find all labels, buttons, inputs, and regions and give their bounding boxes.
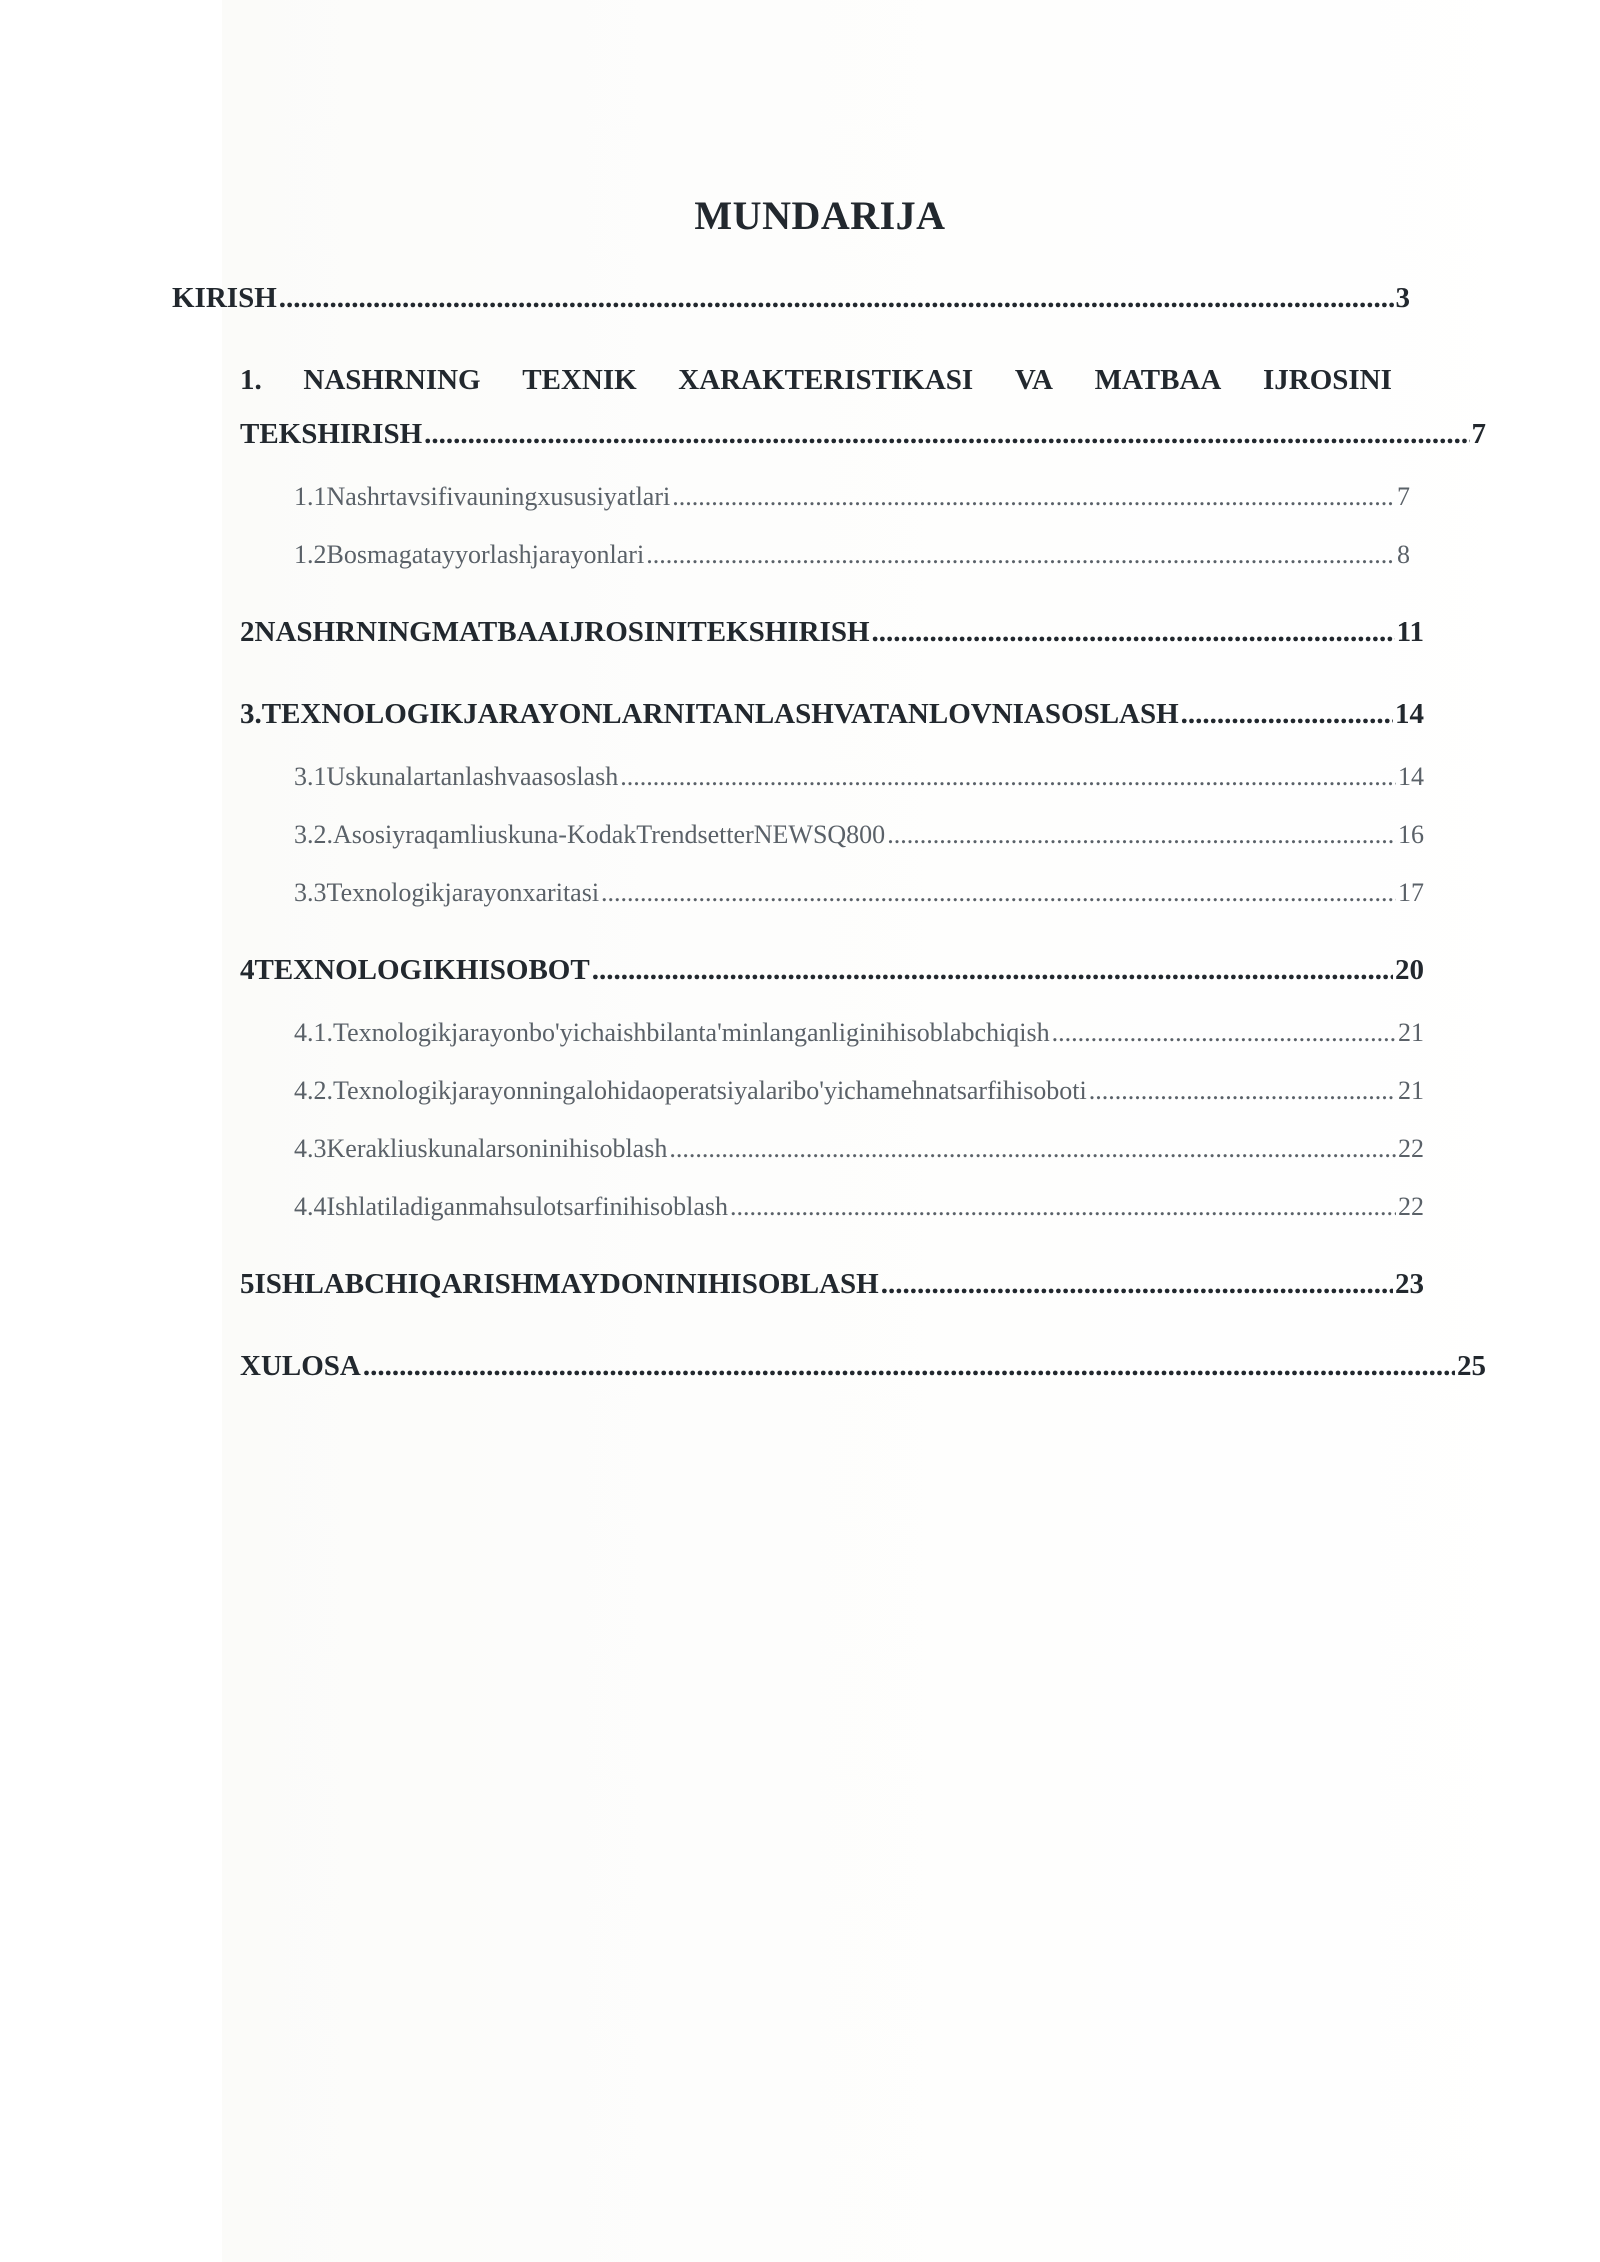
toc-entry-label: TEKSHIRISH xyxy=(240,418,423,450)
toc-leader xyxy=(592,954,1393,987)
toc-entry-sec1-line2[interactable] xyxy=(240,418,1486,458)
toc-leader xyxy=(1089,1076,1396,1106)
toc-leader xyxy=(424,418,1469,451)
toc-leader xyxy=(669,1134,1396,1164)
toc-entry-sec4-4[interactable] xyxy=(294,1192,1424,1228)
toc-leader xyxy=(620,762,1396,792)
toc-page-number: 8 xyxy=(1397,540,1410,569)
toc-entry-label: 4.4Ishlatiladiganmahsulotsarfinihisoblash xyxy=(294,1192,728,1221)
toc-word: XARAKTERISTIKASI xyxy=(678,364,974,396)
page-shade xyxy=(222,0,1600,2262)
toc-page-number: 16 xyxy=(1398,820,1424,849)
toc-entry-sec5[interactable] xyxy=(240,1268,1424,1308)
toc-leader xyxy=(363,1350,1455,1383)
toc-entry-label: 3.1Uskunalartanlashvaasoslash xyxy=(294,762,619,791)
toc-entry-sec4[interactable] xyxy=(240,954,1424,994)
toc-word: 1. xyxy=(240,364,262,396)
toc-entry-sec3-2[interactable] xyxy=(294,820,1424,856)
toc-entry-sec1-line1 xyxy=(240,364,1392,397)
toc-entry-label: 3.2.Asosiyraqamliuskuna-KodakTrendsetterNEWSQ800 xyxy=(294,820,886,849)
toc-page-number: 23 xyxy=(1395,1268,1424,1300)
toc-page-number: 22 xyxy=(1398,1192,1424,1221)
toc-entry-label: 3.3Texnologikjarayonxaritasi xyxy=(294,878,600,907)
toc-leader xyxy=(881,1268,1393,1301)
toc-entry-label: 3.TEXNOLOGIKJARAYONLARNITANLASHVATANLOVNIASOSLASH xyxy=(240,698,1179,730)
page-title: MUNDARIJA xyxy=(694,193,946,238)
toc-leader xyxy=(887,820,1396,850)
toc-entry-label: 1.1Nashrtavsifivauningxususiyatlari xyxy=(294,482,671,511)
toc-page-number: 3 xyxy=(1395,282,1410,314)
toc-leader xyxy=(730,1192,1396,1222)
toc-word: NASHRNING xyxy=(303,364,481,396)
toc-entry-label: 4.2.Texnologikjarayonningalohidaoperatsiyalaribo'yichamehnatsarfihisoboti xyxy=(294,1076,1087,1105)
toc-entry-sec4-3[interactable] xyxy=(294,1134,1424,1170)
toc-entry-sec4-1[interactable] xyxy=(294,1018,1424,1054)
toc-entry-sec2[interactable] xyxy=(240,616,1424,656)
toc-word: IJROSINI xyxy=(1262,364,1392,396)
toc-page-number: 7 xyxy=(1397,482,1410,511)
toc-page-number: 14 xyxy=(1395,698,1424,730)
toc-page-number: 25 xyxy=(1457,1350,1486,1382)
toc-page-number: 11 xyxy=(1396,616,1424,648)
toc-page-number: 7 xyxy=(1471,418,1486,450)
toc-page-number: 17 xyxy=(1398,878,1424,907)
toc-entry-label: 4.3Keraklіuskunalarsoninihisoblash xyxy=(294,1134,668,1163)
toc-entry-label: 1.2Bosmagatayyorlashjarayonlari xyxy=(294,540,645,569)
toc-page-number: 21 xyxy=(1398,1018,1424,1047)
toc-entry-xulosa[interactable] xyxy=(240,1350,1486,1390)
toc-entry-sec1-2[interactable] xyxy=(294,540,1410,576)
toc-leader xyxy=(1052,1018,1396,1048)
toc-entry-label: XULOSA xyxy=(240,1350,361,1382)
toc-entry-sec1[interactable] xyxy=(240,364,1490,397)
toc-word: VA xyxy=(1014,364,1053,396)
toc-entry-label: 4.1.Texnologikjarayonbo'yichaishbilanta'minlanganliginihisoblabchiqish xyxy=(294,1018,1050,1047)
toc-entry-sec3-3[interactable] xyxy=(294,878,1424,914)
toc-leader xyxy=(279,282,1394,315)
toc-entry-sec4-2[interactable] xyxy=(294,1076,1424,1112)
toc-entry-sec3-1[interactable] xyxy=(294,762,1424,798)
toc-leader xyxy=(646,540,1395,570)
toc-entry-sec1-1[interactable] xyxy=(294,482,1410,518)
toc-leader xyxy=(872,616,1395,649)
toc-word: MATBAA xyxy=(1094,364,1222,396)
toc-entry-label: KIRISH xyxy=(172,282,277,314)
toc-word: TEXNIK xyxy=(522,364,637,396)
toc-page-number: 14 xyxy=(1398,762,1424,791)
toc-leader xyxy=(672,482,1395,512)
toc-entry-kirish[interactable] xyxy=(172,282,1410,322)
toc-entry-label: 5ISHLABCHIQARISHMAYDONINIHISOBLASH xyxy=(240,1268,879,1300)
toc-page-number: 22 xyxy=(1398,1134,1424,1163)
toc-leader xyxy=(1181,698,1393,731)
toc-page-number: 21 xyxy=(1398,1076,1424,1105)
toc-entry-sec3[interactable] xyxy=(240,698,1424,738)
toc-entry-label: 4TEXNOLOGIKHISOBOT xyxy=(240,954,590,986)
toc-page-number: 20 xyxy=(1395,954,1424,986)
toc-leader xyxy=(601,878,1396,908)
toc-entry-label: 2NASHRNINGMATBAAIJROSINITEKSHIRISH xyxy=(240,616,870,648)
